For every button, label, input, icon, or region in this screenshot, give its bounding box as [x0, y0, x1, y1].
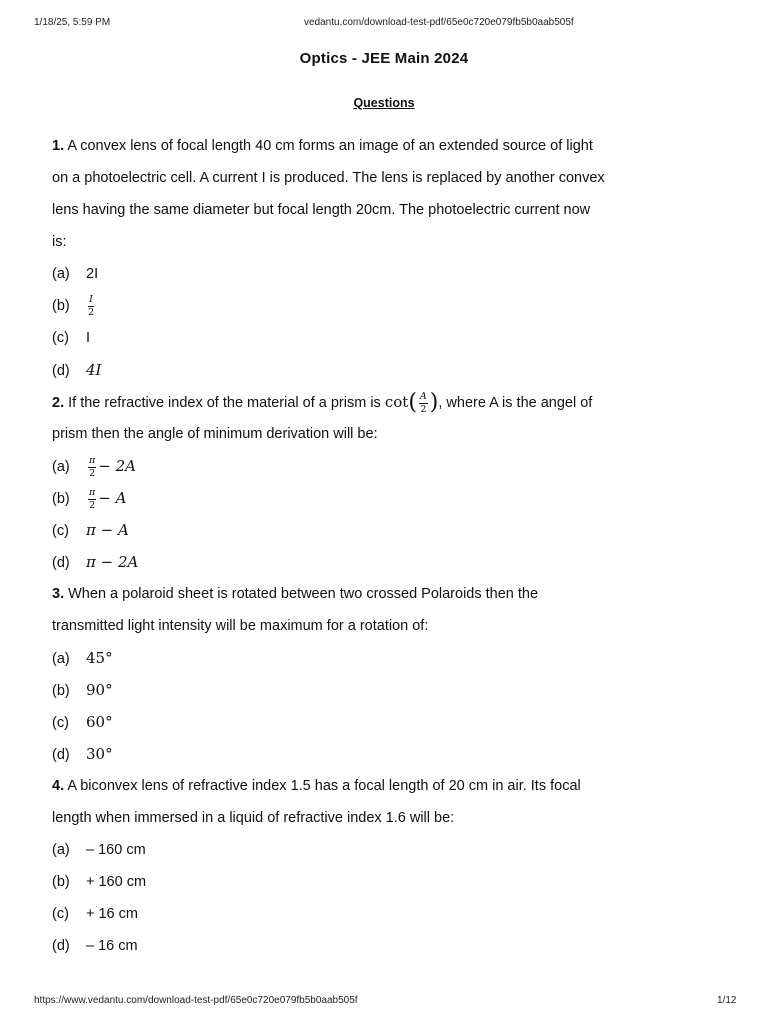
fraction [88, 488, 96, 510]
question-text-line: on a photoelectric cell. A current I is produced. The lens is replaced by another convex [52, 170, 605, 186]
option-c [52, 898, 732, 930]
option-label: (c) [52, 523, 69, 539]
option-b [52, 290, 732, 322]
print-footer-url: https://www.vedantu.com/download-test-pdf/65e0c720e079fb5b0aab505f [34, 995, 358, 1006]
question-text: , where A is the angel of [438, 395, 593, 411]
questions-content [52, 130, 732, 962]
option-label: (d) [52, 747, 70, 763]
left-paren: ( [408, 390, 417, 416]
option-math: 90° [86, 681, 113, 699]
option-d [52, 546, 732, 578]
question-4 [52, 770, 732, 962]
option-math: π − 2A [86, 553, 139, 571]
question-text-line: prism then the angle of minimum derivation will be: [52, 426, 378, 442]
fraction-denominator: 2 [88, 306, 95, 318]
page-title: Optics - JEE Main 2024 [299, 50, 469, 67]
question-text: A biconvex lens of refractive index 1.5 has a focal length of 20 cm in air. Its focal [67, 778, 581, 794]
cot-function: cot [384, 393, 409, 411]
question-number: 4. [52, 778, 65, 794]
fraction [88, 456, 96, 478]
question-text: If the refractive index of the material of a prism is [68, 395, 381, 411]
question-text-line: lens having the same diameter but focal length 20cm. The photoelectric current now [52, 202, 591, 218]
question-number: 1. [52, 138, 65, 154]
option-label: (d) [52, 938, 70, 954]
option-label: (b) [52, 874, 70, 890]
option-label: (c) [52, 330, 69, 346]
option-a [52, 450, 732, 482]
option-label: (b) [52, 491, 70, 507]
option-text: – 16 cm [86, 938, 138, 954]
option-text: I [86, 330, 91, 346]
fraction [419, 392, 428, 414]
option-b [52, 674, 732, 706]
page-number: 1/12 [717, 995, 737, 1006]
question-text-line [52, 386, 732, 418]
option-a [52, 642, 732, 674]
option-math: − 2A [98, 457, 136, 475]
right-paren: ) [429, 390, 439, 416]
question-number: 2. [52, 395, 65, 411]
question-text: A convex lens of focal length 40 cm forms an image of an extended source of light [67, 138, 593, 154]
question-3 [52, 578, 732, 770]
option-a [52, 834, 732, 866]
option-c [52, 322, 732, 354]
section-heading: Questions [353, 96, 415, 110]
print-datetime: 1/18/25, 5:59 PM [34, 17, 111, 28]
option-text: – 160 cm [86, 842, 146, 858]
option-math: π − A [86, 521, 129, 539]
option-c [52, 706, 732, 738]
question-2 [52, 386, 732, 578]
option-label: (c) [52, 715, 69, 731]
fraction [88, 295, 94, 317]
option-label: (d) [52, 555, 70, 571]
option-d [52, 930, 732, 962]
fraction-denominator: 2 [89, 499, 96, 511]
option-b [52, 482, 732, 514]
option-label: (a) [52, 459, 70, 475]
option-math: 30° [86, 745, 113, 763]
option-text: + 16 cm [86, 906, 138, 922]
option-b [52, 866, 732, 898]
fraction-denominator: 2 [420, 403, 427, 415]
question-text-line [52, 578, 732, 610]
fraction-numerator: π [89, 487, 96, 499]
question-text-line [52, 770, 732, 802]
option-math: 4I [86, 361, 102, 379]
question-text-line [52, 130, 732, 162]
option-text: 2I [86, 266, 99, 282]
option-label: (d) [52, 363, 70, 379]
question-1 [52, 130, 732, 386]
option-label: (b) [52, 683, 70, 699]
fraction-numerator: I [89, 294, 93, 306]
option-text: + 160 cm [86, 874, 147, 890]
question-text: When a polaroid sheet is rotated between two crossed Polaroids then the [68, 586, 539, 602]
option-label: (c) [52, 906, 69, 922]
option-label: (b) [52, 298, 70, 314]
fraction-numerator: A [419, 391, 427, 403]
option-label: (a) [52, 266, 70, 282]
option-label: (a) [52, 842, 70, 858]
question-text-line: transmitted light intensity will be maximum for a rotation of: [52, 618, 429, 634]
option-math: − A [98, 489, 127, 507]
option-a [52, 258, 732, 290]
question-text-line: is: [52, 234, 67, 250]
question-text-line: length when immersed in a liquid of refractive index 1.6 will be: [52, 810, 455, 826]
option-c [52, 514, 732, 546]
fraction-denominator: 2 [89, 467, 96, 479]
option-math: 45° [86, 649, 113, 667]
option-math: 60° [86, 713, 113, 731]
print-header-url: vedantu.com/download-test-pdf/65e0c720e079fb5b0aab505f [304, 17, 574, 28]
fraction-numerator: π [89, 455, 96, 467]
option-d [52, 354, 732, 386]
option-d [52, 738, 732, 770]
option-label: (a) [52, 651, 70, 667]
question-number: 3. [52, 586, 65, 602]
